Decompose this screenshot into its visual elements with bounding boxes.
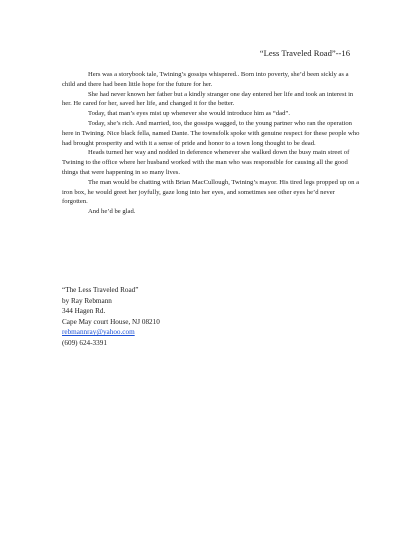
paragraph: She had never known her father but a kindly stranger one day entered her life and took an interest in her. He cared for her, saved her life, and changed it for the better.: [62, 90, 354, 108]
running-header: “Less Traveled Road”--16: [259, 48, 350, 58]
paragraph: Hers was a storybook tale, Twining’s gossips whispered.. Born into poverty, she’d been sickly as a child and there had been little hope for the future for her.: [62, 71, 349, 88]
contact-byline: by Ray Rebmann: [62, 296, 112, 305]
story-body: [62, 70, 362, 217]
paragraph: Heads turned her way and nodded in deference whenever she walked down the busy main street of Twining to the office where her husband worked with the man who was responsible for causing all the good things that were happening in so many lives.: [62, 149, 350, 176]
paragraph: Today, she’s rich. And married, too, the gossips wagged, to the young partner who ran the operation here in Twining. Nice black fella, named Dante. The townsfolk spoke with genuine respect for these people who had brought prosperity and with it a sense of pride and honor to a town long thought to be dead.: [62, 119, 360, 147]
paragraph: And he’d be glad.: [88, 208, 136, 216]
contact-story-title: “The Less Traveled Road”: [62, 286, 139, 294]
contact-city: Cape May court House, NJ 08210: [62, 317, 160, 326]
paragraph: The man would be chatting with Brian MacCullough, Twining’s mayor. His tired legs propped up on a iron box, he would greet her joyfully, gaze long into her eyes, and sometimes see other eyes he’d never forgotten.: [62, 178, 360, 206]
contact-street: 344 Hagen Rd.: [62, 307, 106, 316]
contact-email-link[interactable]: rebmannray@yahoo.com: [62, 328, 135, 337]
paragraph: Today, that man’s eyes mist up whenever she would introduce him as “dad”.: [88, 110, 290, 118]
author-contact-block: [62, 285, 160, 349]
contact-phone: (609) 624-3391: [62, 338, 107, 347]
